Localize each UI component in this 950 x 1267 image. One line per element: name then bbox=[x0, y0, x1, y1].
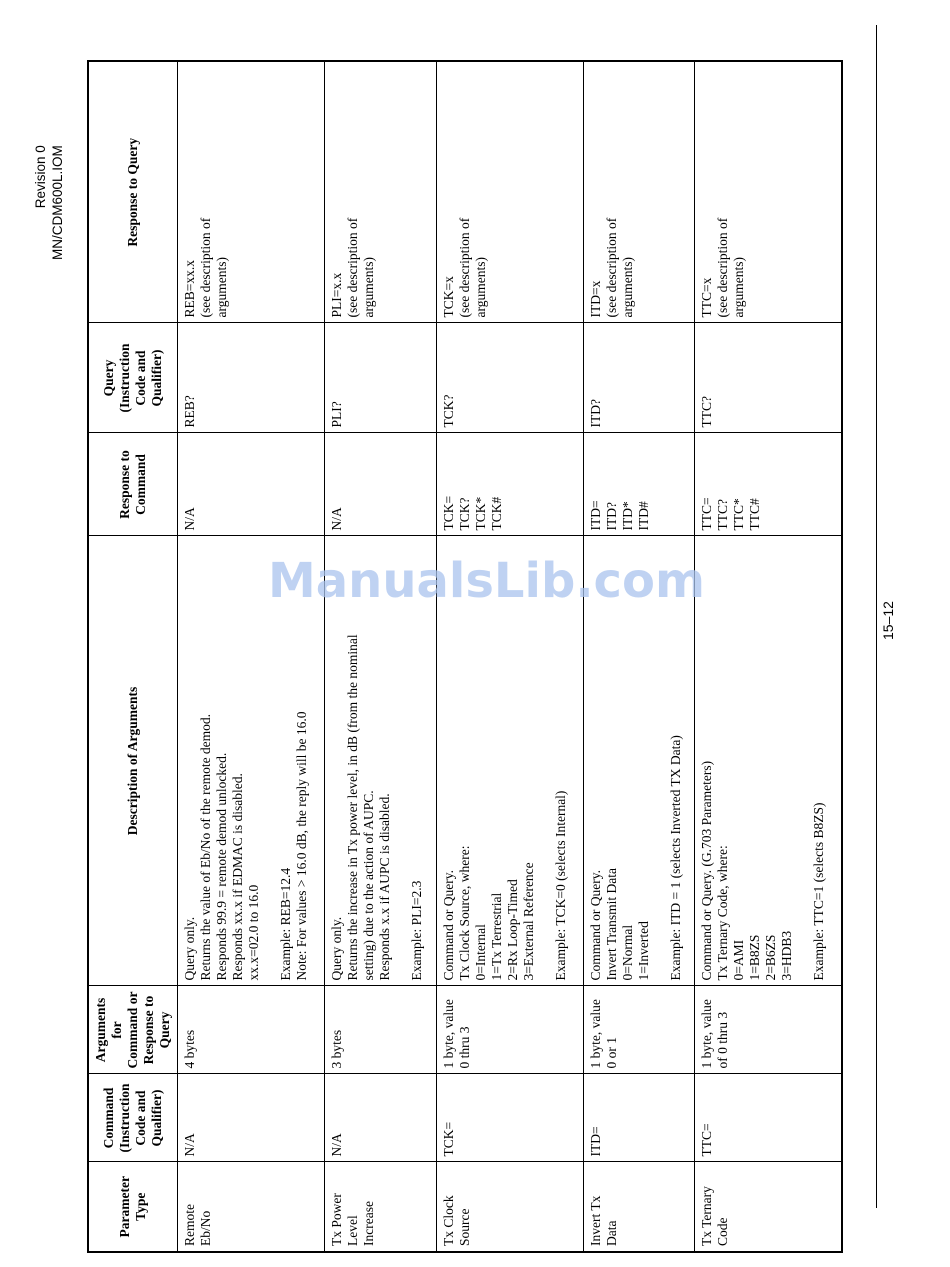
table-row bbox=[324, 61, 436, 1252]
col-header-description: Description of Arguments bbox=[88, 536, 178, 986]
response-code: TCK* bbox=[472, 496, 488, 531]
response-line: TTC=x bbox=[699, 277, 715, 318]
response-code: ITD* bbox=[619, 501, 635, 531]
table-row bbox=[178, 61, 325, 1252]
response-code: ITD? bbox=[603, 502, 619, 531]
table-row bbox=[583, 61, 695, 1252]
spacer bbox=[795, 542, 811, 981]
cell-response-to-command bbox=[324, 433, 436, 536]
table-header-row bbox=[88, 61, 178, 1252]
response-code: TTC? bbox=[715, 499, 731, 531]
cell-query: TCK? bbox=[436, 323, 583, 433]
cell-query: PLI? bbox=[324, 323, 436, 433]
cell-arguments: 3 bytes bbox=[324, 986, 436, 1074]
response-line: arguments) bbox=[619, 257, 635, 318]
table-row bbox=[436, 61, 583, 1252]
description-line: Query only. bbox=[328, 916, 344, 981]
command-table-container bbox=[87, 62, 843, 1253]
revision-label: Revision 0 bbox=[33, 145, 48, 209]
description-line: Example: ITD = 1 (selects Inverted TX Data) bbox=[667, 735, 683, 981]
response-code: TTC= bbox=[699, 497, 715, 531]
description-line: Responds x.x if AUPC is disabled. bbox=[376, 793, 392, 981]
cell-command: TTC= bbox=[695, 1074, 842, 1162]
cell-query: ITD? bbox=[583, 323, 695, 433]
cell-parameter-type: Tx Ternary Code bbox=[695, 1162, 842, 1252]
description-line: Responds 99.9 = remote demod unlocked. bbox=[214, 752, 229, 981]
response-line: (see description of bbox=[456, 217, 472, 318]
response-line: arguments) bbox=[360, 257, 376, 318]
cell-parameter-type: Invert Tx Data bbox=[583, 1162, 695, 1252]
cell-description bbox=[695, 536, 842, 986]
cell-description bbox=[436, 536, 583, 986]
cell-arguments: 1 byte, value of 0 thru 3 bbox=[695, 986, 842, 1074]
response-line: (see description of bbox=[603, 217, 619, 318]
description-line: Returns the increase in Tx power level, in dB (from the nominal bbox=[344, 634, 360, 981]
response-code: N/A bbox=[328, 507, 344, 531]
cell-parameter-type: Tx Power Level Increase bbox=[324, 1162, 436, 1252]
description-line: xx.x=02.0 to 16.0 bbox=[246, 884, 261, 981]
col-header-response-to-query: Response to Query bbox=[88, 61, 178, 323]
cell-response-to-query bbox=[583, 61, 695, 323]
description-line: Returns the value of Eb/No of the remote demod. bbox=[198, 713, 213, 981]
response-line: ITD=x bbox=[587, 280, 603, 318]
cell-response-to-command bbox=[436, 433, 583, 536]
response-line: (see description of bbox=[198, 217, 213, 318]
cell-response-to-command bbox=[583, 433, 695, 536]
response-code: TTC* bbox=[731, 498, 747, 531]
cell-arguments: 4 bytes bbox=[178, 986, 325, 1074]
description-line: Invert Transmit Data bbox=[603, 868, 619, 981]
description-line: Example: TCK=0 (selects Internal) bbox=[552, 790, 568, 981]
margin-rule bbox=[876, 25, 877, 1208]
description-line: Tx Ternary Code, where: bbox=[715, 845, 731, 981]
description-line: Command or Query. bbox=[587, 870, 603, 981]
description-line: Example: REB=12.4 bbox=[278, 867, 293, 981]
table-row bbox=[695, 61, 842, 1252]
spacer bbox=[652, 542, 668, 981]
cell-query: TTC? bbox=[695, 323, 842, 433]
command-table bbox=[87, 60, 843, 1253]
response-code: ITD= bbox=[587, 500, 603, 531]
description-line: 0=Internal bbox=[472, 924, 488, 981]
description-line: 3=External Reference bbox=[520, 862, 536, 981]
page-number: 15–12 bbox=[880, 601, 896, 640]
cell-response-to-query bbox=[178, 61, 325, 323]
description-line: setting) due to the action of AUPC. bbox=[360, 790, 376, 981]
response-line: (see description of bbox=[715, 217, 731, 318]
description-line: 3=HDB3 bbox=[779, 930, 795, 981]
response-line: arguments) bbox=[472, 257, 488, 318]
description-line: Example: PLI=2.3 bbox=[408, 880, 424, 981]
watermark: ManualsLib.com bbox=[268, 553, 705, 609]
description-line: Note: For values > 16.0 dB, the reply will be 16.0 bbox=[294, 711, 309, 981]
cell-description bbox=[178, 536, 325, 986]
description-line: 1=Inverted bbox=[635, 921, 651, 981]
description-line: Tx Clock Source, where: bbox=[456, 845, 472, 981]
col-header-response-to-command: Response to Command bbox=[88, 433, 178, 536]
response-line: TCK=x bbox=[440, 276, 456, 318]
cell-parameter-type: Remote Eb/No bbox=[178, 1162, 325, 1252]
spacer bbox=[537, 542, 553, 981]
response-line: arguments) bbox=[731, 257, 747, 318]
description-line: 1=B8ZS bbox=[747, 934, 763, 981]
cell-arguments: 1 byte, value 0 thru 3 bbox=[436, 986, 583, 1074]
cell-arguments: 1 byte, value 0 or 1 bbox=[583, 986, 695, 1074]
cell-parameter-type: Tx Clock Source bbox=[436, 1162, 583, 1252]
cell-description bbox=[583, 536, 695, 986]
response-code: ITD# bbox=[635, 501, 651, 531]
spacer bbox=[393, 542, 409, 981]
cell-response-to-query bbox=[695, 61, 842, 323]
description-line: Command or Query. bbox=[440, 870, 456, 981]
cell-response-to-query bbox=[324, 61, 436, 323]
cell-response-to-command bbox=[695, 433, 842, 536]
description-line: Query only. bbox=[182, 916, 197, 981]
description-line: 1=Tx Terrestrial bbox=[488, 892, 504, 981]
cell-command: N/A bbox=[178, 1074, 325, 1162]
cell-description bbox=[324, 536, 436, 986]
response-code: TTC# bbox=[747, 498, 763, 531]
cell-response-to-command bbox=[178, 433, 325, 536]
description-line: Responds xx.x if EDMAC is disabled. bbox=[230, 773, 245, 981]
cell-query: REB? bbox=[178, 323, 325, 433]
response-line: (see description of bbox=[344, 217, 360, 318]
response-code: TCK? bbox=[456, 497, 472, 531]
response-code: N/A bbox=[182, 507, 197, 531]
response-line: PLI=x.x bbox=[328, 272, 344, 318]
cell-command: TCK= bbox=[436, 1074, 583, 1162]
col-header-query: Query (Instruction Code and Qualifier) bbox=[88, 323, 178, 433]
col-header-parameter-type: Parameter Type bbox=[88, 1162, 178, 1252]
description-line: 2=Rx Loop-Timed bbox=[504, 879, 520, 981]
description-line: Example: TTC=1 (selects B8ZS) bbox=[811, 802, 827, 981]
response-code: TCK# bbox=[488, 496, 504, 531]
col-header-arguments: Arguments for Command or Response to Query bbox=[88, 986, 178, 1074]
cell-response-to-query bbox=[436, 61, 583, 323]
cell-command: ITD= bbox=[583, 1074, 695, 1162]
manual-id: MN/CDM600L.IOM bbox=[50, 145, 65, 260]
response-line: REB=xx.x bbox=[182, 260, 197, 318]
cell-command: N/A bbox=[324, 1074, 436, 1162]
description-line: Command or Query. (G.703 Parameters) bbox=[699, 760, 715, 981]
document-header-right bbox=[32, 145, 66, 260]
description-line: 0=Normal bbox=[619, 924, 635, 981]
col-header-command: Command (Instruction Code and Qualifier) bbox=[88, 1074, 178, 1162]
description-line: 0=AMI bbox=[731, 939, 747, 981]
description-line: 2=B6ZS bbox=[763, 934, 779, 981]
response-line: arguments) bbox=[214, 257, 229, 318]
spacer bbox=[262, 542, 278, 981]
response-code: TCK= bbox=[440, 495, 456, 531]
